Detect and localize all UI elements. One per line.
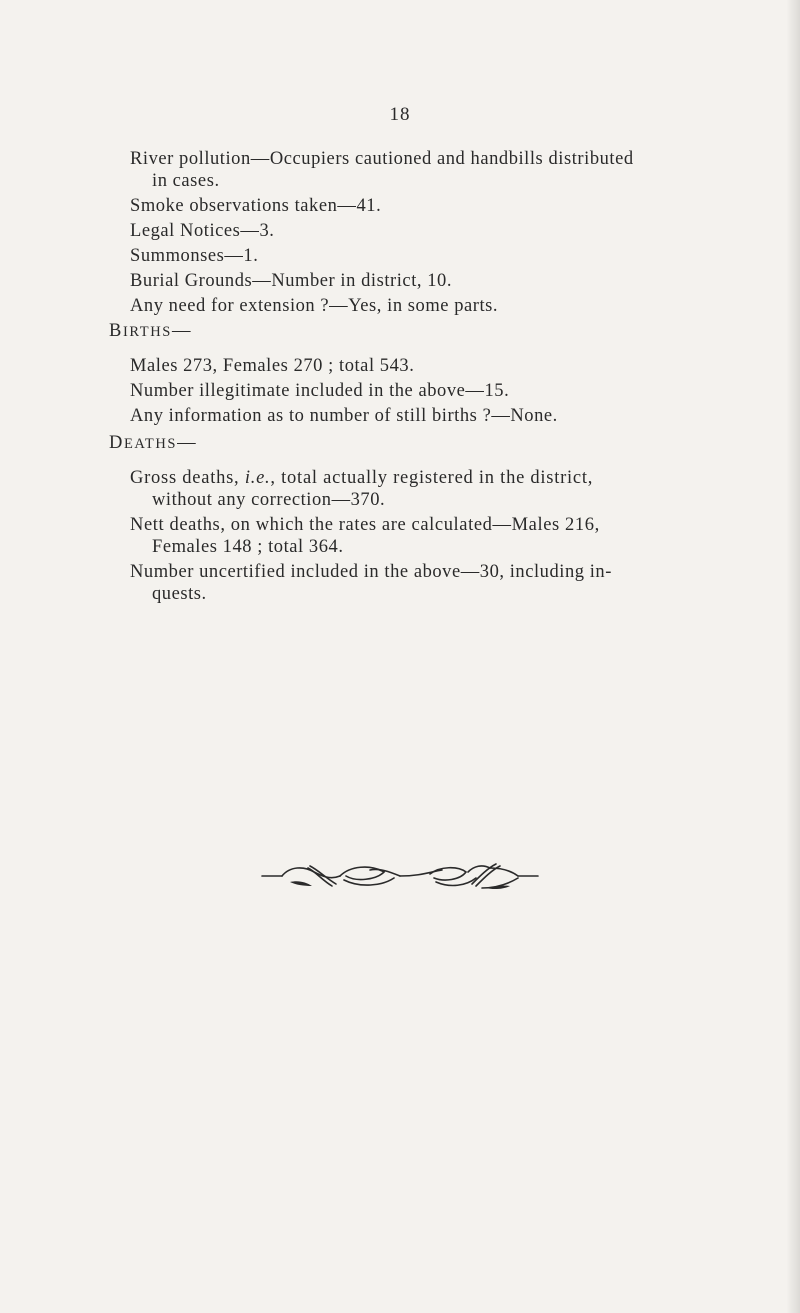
heading-births-initial: B — [109, 321, 123, 341]
text-line-extension: Any need for extension ?—Yes, in some parts. — [130, 296, 499, 316]
text-line-nett-deaths-cont: Females 148 ; total 364. — [152, 537, 344, 557]
text-line-smoke-observations: Smoke observations taken—41. — [130, 196, 382, 216]
page-number: 18 — [389, 104, 411, 125]
text-line-uncertified-cont: quests. — [152, 584, 207, 604]
text-line-still-births: Any information as to number of still births ?—None. — [130, 406, 558, 426]
decorative-ornament — [260, 858, 540, 898]
text-line-summonses: Summonses—1. — [130, 246, 259, 266]
text-line-births-totals: Males 273, Females 270 ; total 543. — [130, 356, 415, 376]
text-line-gross-deaths — [130, 467, 593, 489]
heading-deaths-initial: D — [109, 433, 124, 453]
text-line-river-pollution-cont: in cases. — [152, 171, 220, 191]
text-line-legal-notices: Legal Notices—3. — [130, 221, 275, 241]
heading-births-dash: — — [171, 321, 193, 341]
text-line-burial-grounds: Burial Grounds—Number in district, 10. — [130, 271, 453, 291]
heading-deaths-dash: — — [177, 433, 198, 453]
text-line-river-pollution: River pollution—Occupiers cautioned and handbills distributed — [130, 149, 634, 169]
gross-deaths-before: Gross deaths, — [130, 468, 245, 488]
text-line-gross-deaths-cont: without any correction—370. — [152, 490, 386, 510]
gross-deaths-after: , total actually registered in the district, — [270, 468, 594, 488]
heading-births — [109, 320, 192, 343]
page-edge-shadow — [786, 0, 800, 1313]
heading-deaths-rest: EATHS — [123, 436, 178, 452]
text-line-nett-deaths: Nett deaths, on which the rates are calculated—Males 216, — [130, 515, 600, 535]
gross-deaths-italic: i.e. — [244, 468, 271, 488]
heading-births-rest: IRTHS — [122, 324, 172, 340]
text-line-illegitimate: Number illegitimate included in the above—15. — [130, 381, 510, 401]
heading-deaths — [109, 432, 197, 455]
text-line-uncertified: Number uncertified included in the above—30, including in- — [130, 562, 612, 582]
